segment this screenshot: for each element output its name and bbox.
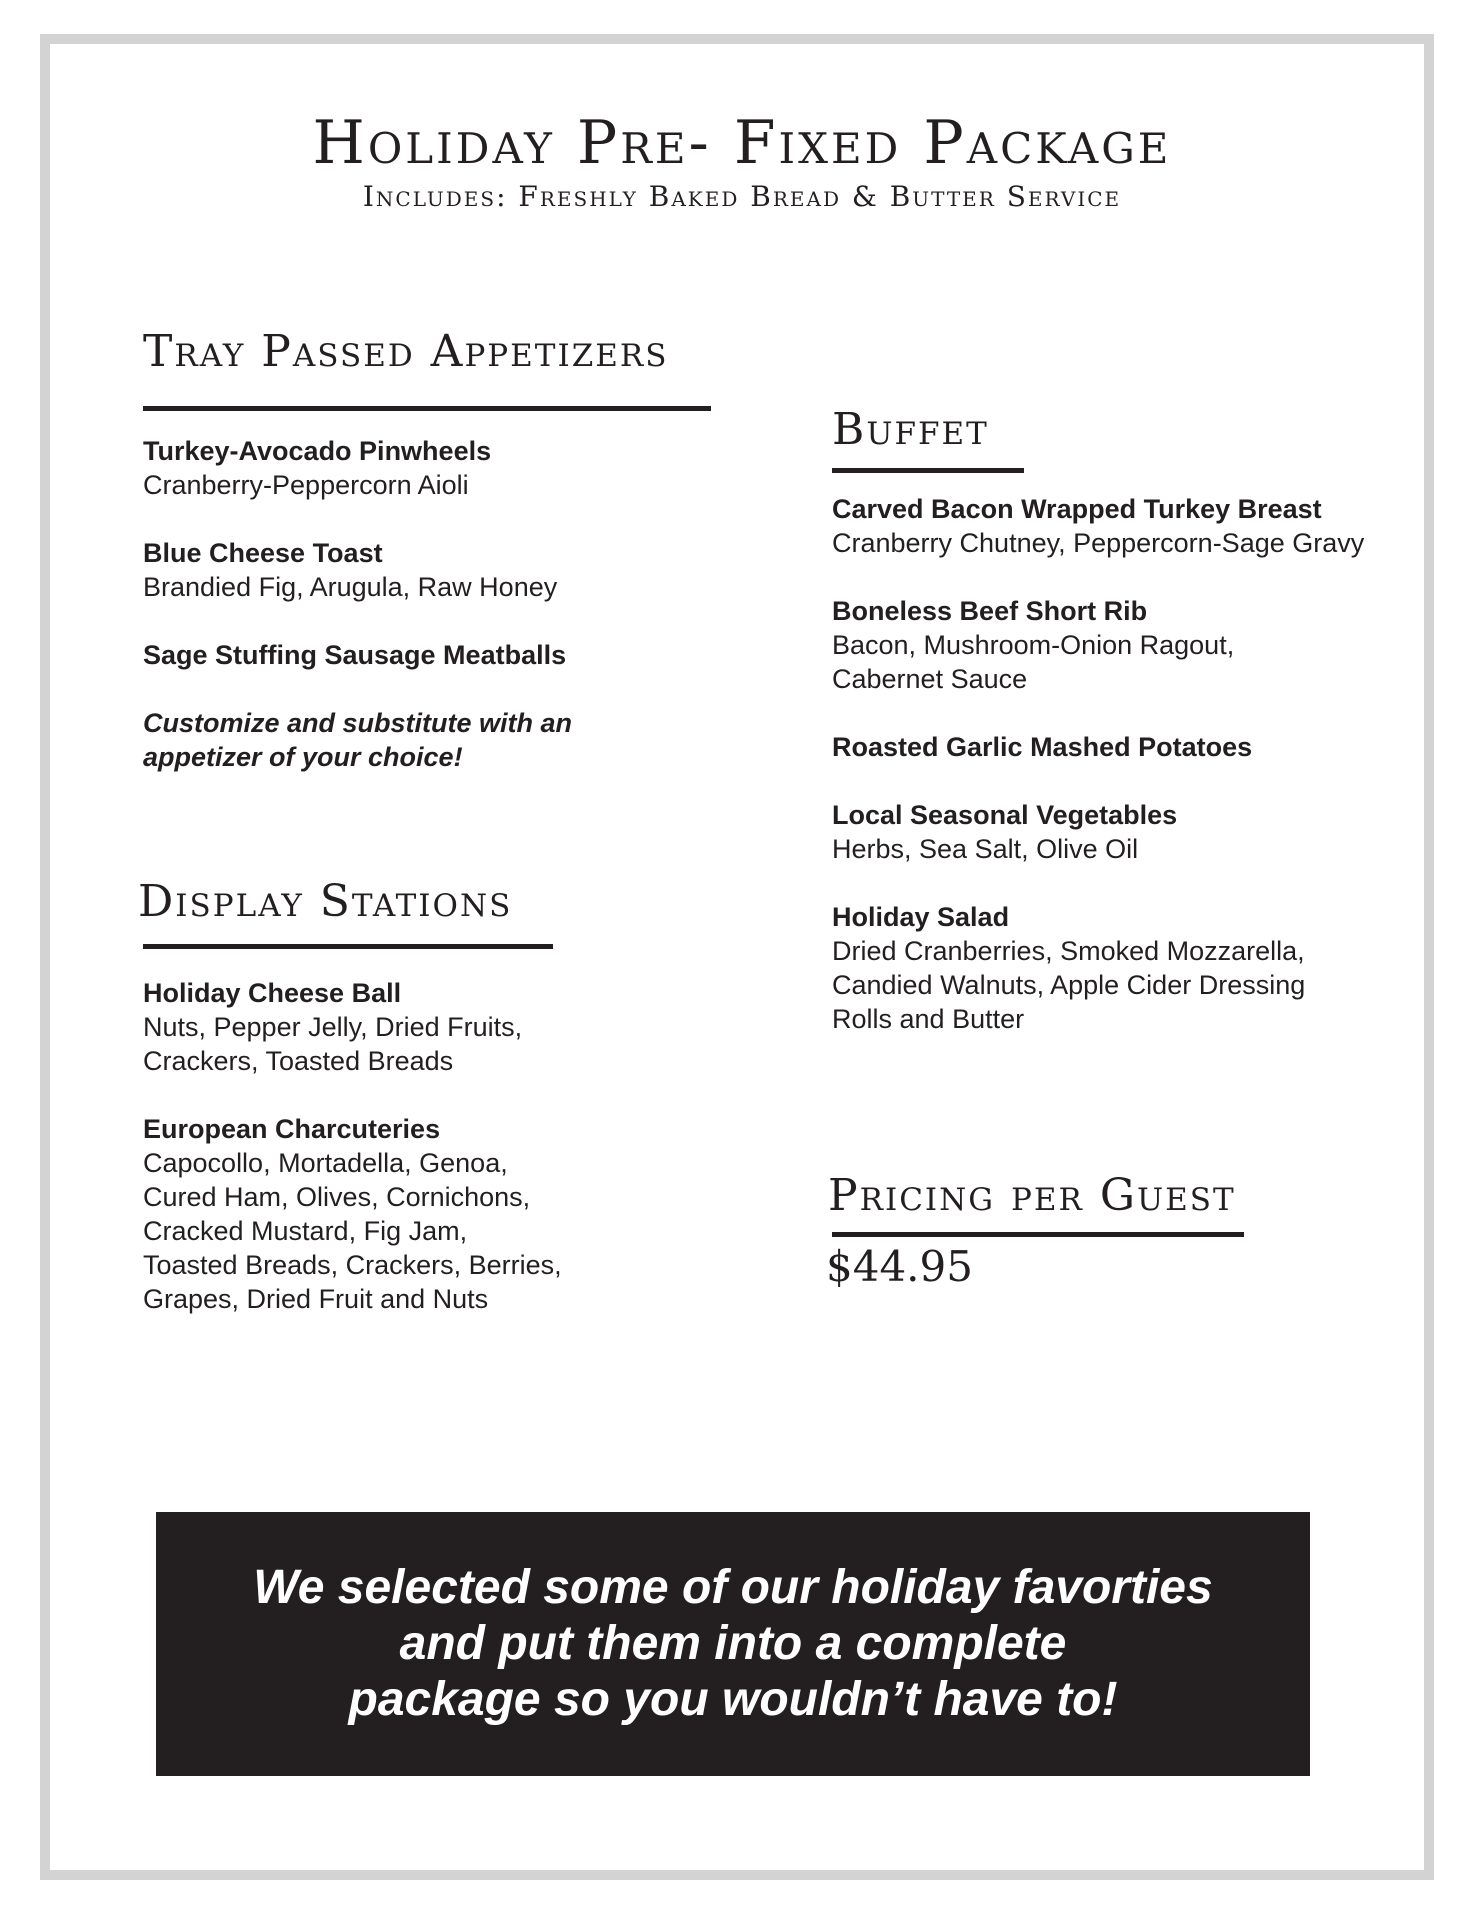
banner-line: package so you wouldn’t have to! <box>348 1673 1118 1726</box>
buffet-list <box>832 492 1432 1070</box>
menu-item-description <box>832 628 1432 696</box>
menu-item <box>143 536 703 604</box>
price-per-guest: $44.95 <box>826 1242 973 1291</box>
display-heading: Display Stations <box>138 876 513 927</box>
menu-item-name: Sage Stuffing Sausage Meatballs <box>143 640 567 670</box>
menu-item-description-line: Toasted Breads, Crackers, Berries, <box>143 1250 562 1280</box>
menu-item-description-line: Grapes, Dried Fruit and Nuts <box>143 1284 489 1314</box>
menu-item-description-line: Candied Walnuts, Apple Cider Dressing <box>832 970 1306 1000</box>
menu-item-description <box>143 1146 703 1316</box>
page-title: Holiday Pre- Fixed Package <box>312 108 1172 178</box>
menu-item <box>832 730 1432 764</box>
customize-note-line: Customize and substitute with an <box>143 708 573 738</box>
page-subtitle: Includes: Freshly Baked Bread & Butter Service <box>362 180 1122 213</box>
menu-item-description <box>832 832 1432 866</box>
menu-item-name: Blue Cheese Toast <box>143 538 383 568</box>
menu-item-name: Carved Bacon Wrapped Turkey Breast <box>832 494 1322 524</box>
banner-line: We selected some of our holiday favorties <box>253 1561 1213 1614</box>
menu-item <box>143 434 703 502</box>
buffet-heading: Buffet <box>832 404 989 455</box>
display-list <box>143 976 703 1350</box>
menu-item <box>143 1112 703 1316</box>
menu-item-description-line: Capocollo, Mortadella, Genoa, <box>143 1148 508 1178</box>
menu-item-description <box>832 934 1432 1036</box>
menu-item-description-line: Crackers, Toasted Breads <box>143 1046 454 1076</box>
menu-item-name: Boneless Beef Short Rib <box>832 596 1148 626</box>
menu-item <box>143 638 703 672</box>
menu-item <box>143 976 703 1078</box>
menu-item <box>832 594 1432 696</box>
promo-banner <box>156 1512 1310 1776</box>
display-rule <box>143 944 553 949</box>
menu-item-description <box>143 1010 703 1078</box>
menu-item-description-line: Herbs, Sea Salt, Olive Oil <box>832 834 1139 864</box>
menu-item-description-line: Dried Cranberries, Smoked Mozzarella, <box>832 936 1305 966</box>
appetizers-rule <box>143 406 711 411</box>
menu-item-description-line: Rolls and Butter <box>832 1004 1025 1034</box>
buffet-rule <box>832 468 1024 473</box>
menu-item-name: Turkey-Avocado Pinwheels <box>143 436 492 466</box>
menu-item-description-line: Cured Ham, Olives, Cornichons, <box>143 1182 531 1212</box>
appetizers-list <box>143 434 703 774</box>
pricing-rule <box>832 1232 1244 1237</box>
menu-item <box>832 900 1432 1036</box>
customize-note <box>143 706 703 774</box>
menu-item-description-line: Cabernet Sauce <box>832 664 1028 694</box>
menu-item-description <box>143 570 703 604</box>
menu-item-description-line: Cranberry Chutney, Peppercorn-Sage Gravy <box>832 528 1365 558</box>
menu-item-description-line: Nuts, Pepper Jelly, Dried Fruits, <box>143 1012 523 1042</box>
menu-item-name: Roasted Garlic Mashed Potatoes <box>832 732 1253 762</box>
menu-item-description-line: Cranberry-Peppercorn Aioli <box>143 470 469 500</box>
menu-item-name: Holiday Salad <box>832 902 1010 932</box>
menu-item-description <box>143 468 703 502</box>
menu-item-name: Local Seasonal Vegetables <box>832 800 1178 830</box>
menu-item-description-line: Bacon, Mushroom-Onion Ragout, <box>832 630 1235 660</box>
menu-item-description-line: Brandied Fig, Arugula, Raw Honey <box>143 572 558 602</box>
banner-line: and put them into a complete <box>399 1617 1067 1670</box>
menu-item-name: Holiday Cheese Ball <box>143 978 402 1008</box>
pricing-heading: Pricing per Guest <box>828 1170 1236 1221</box>
menu-item-description <box>832 526 1432 560</box>
customize-note-line: appetizer of your choice! <box>143 742 463 772</box>
menu-item-description-line: Cracked Mustard, Fig Jam, <box>143 1216 468 1246</box>
menu-item <box>832 798 1432 866</box>
menu-item <box>832 492 1432 560</box>
menu-item-name: European Charcuteries <box>143 1114 441 1144</box>
appetizers-heading: Tray Passed Appetizers <box>143 326 669 377</box>
